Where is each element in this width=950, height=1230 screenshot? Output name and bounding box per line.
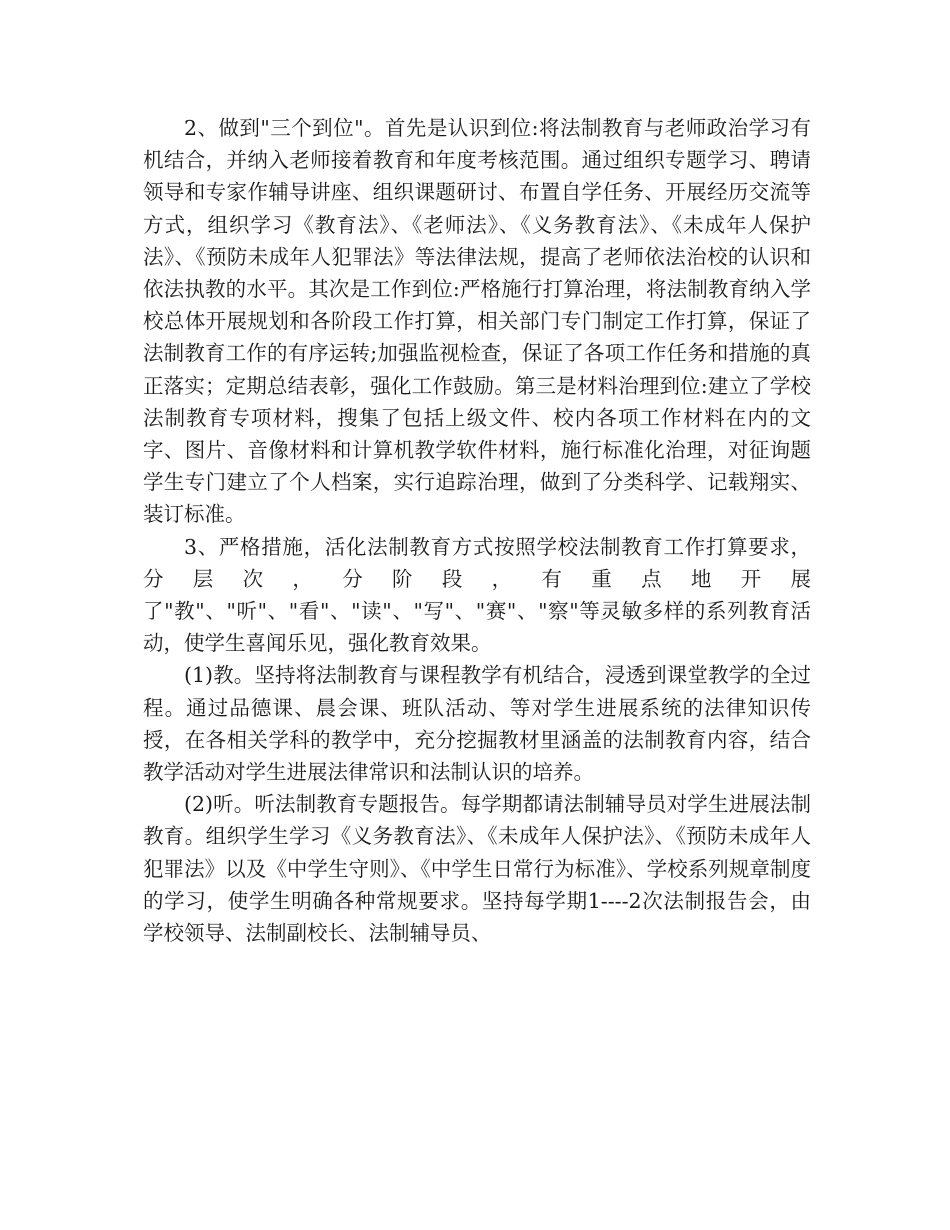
paragraph-listen: (2)听。听法制教育专题报告。每学期都请法制辅导员对学生进展法制教育。组织学生学习《义务教育法》、《未成年人保护法》、《预防未成年人犯罪法》以及《中学生守则》、《中学生日常行为标准》、学校系列规章制度的学习，使学生明确各种常规要求。坚持每学期1----2次法制报告会，由学校领导、法制副校长、法制辅导员、 xyxy=(143,792,811,946)
paragraph-three-in-place: 2、做到"三个到位"。首先是认识到位:将法制教育与老师政治学习有机结合，并纳入老师接着教育和年度考核范围。通过组织专题学习、聘请领导和专家作辅导讲座、组织课题研讨、布置自学任务、开展经历交流等方式，组织学习《教育法》、《老师法》、《义务教育法》、《未成年人保护法》、《预防未成年人犯罪法》等法律法规，提高了老师依法治校的认识和依法执教的水平。其次是工作到位:严格施行打算治理，将法制教育纳入学校总体开展规划和各阶段工作打算，相关部门专门制定工作打算，保证了法制教育工作的有序运转;加强监视检查，保证了各项工作任务和措施的真正落实；定期总结表彰，强化工作鼓励。第三是材料治理到位:建立了学校法制教育专项材料，搜集了包括上级文件、校内各项工作材料在内的文字、图片、音像材料和计算机教学软件材料，施行标准化治理，对征询题学生专门建立了个人档案，实行追踪治理，做到了分类科学、记载翔实、装订标准。 xyxy=(143,116,811,527)
paragraph-strict-measures: 3、严格措施，活化法制教育方式按照学校法制教育工作打算要求，分层次，分阶段，有重点地开展了"教"、"听"、"看"、"读"、"写"、"赛"、"察"等灵敏多样的系列教育活动，使学生喜闻乐见，强化教育效果。 xyxy=(143,534,811,656)
document-body xyxy=(143,112,811,949)
paragraph-teach: (1)教。坚持将法制教育与课程教学有机结合，浸透到课堂教学的全过程。通过品德课、晨会课、班队活动、等对学生进展系统的法律知识传授，在各相关学科的教学中，充分挖掘教材里涵盖的法制教育内容，结合教学活动对学生进展法律常识和法制认识的培养。 xyxy=(143,663,811,785)
